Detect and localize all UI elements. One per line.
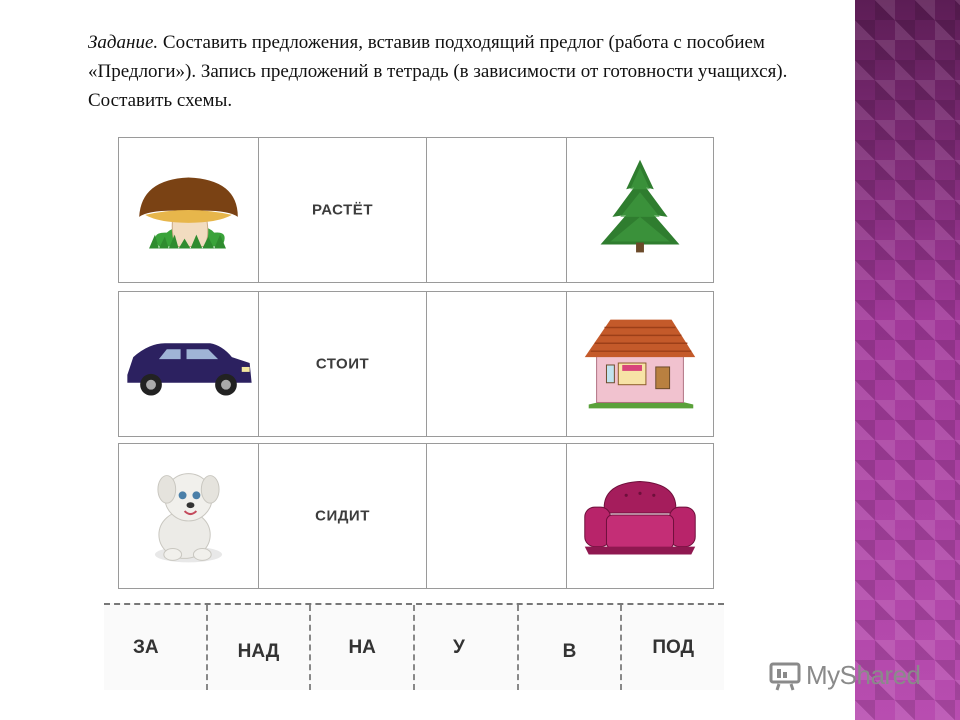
car-icon: [119, 292, 258, 436]
sentence-row-3: [118, 443, 714, 589]
task-body: Составить предложения, вставив подходящий предлог (работа с пособием «Предлоги»). Запись предложений в тетрадь (в зависимости от готовности учащихся). Составить схемы.: [88, 32, 788, 111]
sentence-row-2: [118, 291, 714, 437]
preposition-card-v[interactable]: В: [519, 605, 623, 690]
preposition-blank[interactable]: [427, 444, 567, 588]
preposition-card-u[interactable]: У: [415, 605, 519, 690]
verb-word: РАСТЁТ: [312, 201, 373, 219]
subject-cell: [119, 138, 259, 282]
watermark-text: MyShared: [806, 659, 921, 690]
verb-cell: [259, 292, 427, 436]
verb-word: СИДИТ: [315, 507, 370, 525]
object-cell: [567, 138, 713, 282]
preposition-card-za[interactable]: ЗА: [104, 605, 208, 690]
subject-cell: [119, 292, 259, 436]
toy-dog-icon: [119, 444, 258, 588]
object-cell: [567, 444, 713, 588]
object-cell: [567, 292, 713, 436]
verb-word: СТОИТ: [315, 355, 370, 373]
worksheet: [104, 125, 724, 690]
fir-tree-icon: [567, 138, 713, 282]
mushroom-icon: [119, 138, 258, 282]
verb-cell: [259, 138, 427, 282]
preposition-card-na[interactable]: НА: [311, 605, 415, 690]
task-instruction: [88, 28, 788, 115]
preposition-cards: [104, 603, 724, 690]
house-icon: [567, 292, 713, 436]
sentence-row-1: [118, 137, 714, 283]
presentation-icon: [768, 658, 802, 692]
verb-cell: [259, 444, 427, 588]
myshared-watermark: [768, 656, 921, 694]
task-lead: Задание.: [88, 32, 159, 53]
preposition-card-nad[interactable]: НАД: [208, 605, 312, 690]
decorative-side-strip: [855, 0, 960, 720]
preposition-card-pod[interactable]: ПОД: [652, 637, 695, 658]
subject-cell: [119, 444, 259, 588]
preposition-blank[interactable]: [427, 138, 567, 282]
armchair-icon: [567, 444, 713, 588]
preposition-blank[interactable]: [427, 292, 567, 436]
